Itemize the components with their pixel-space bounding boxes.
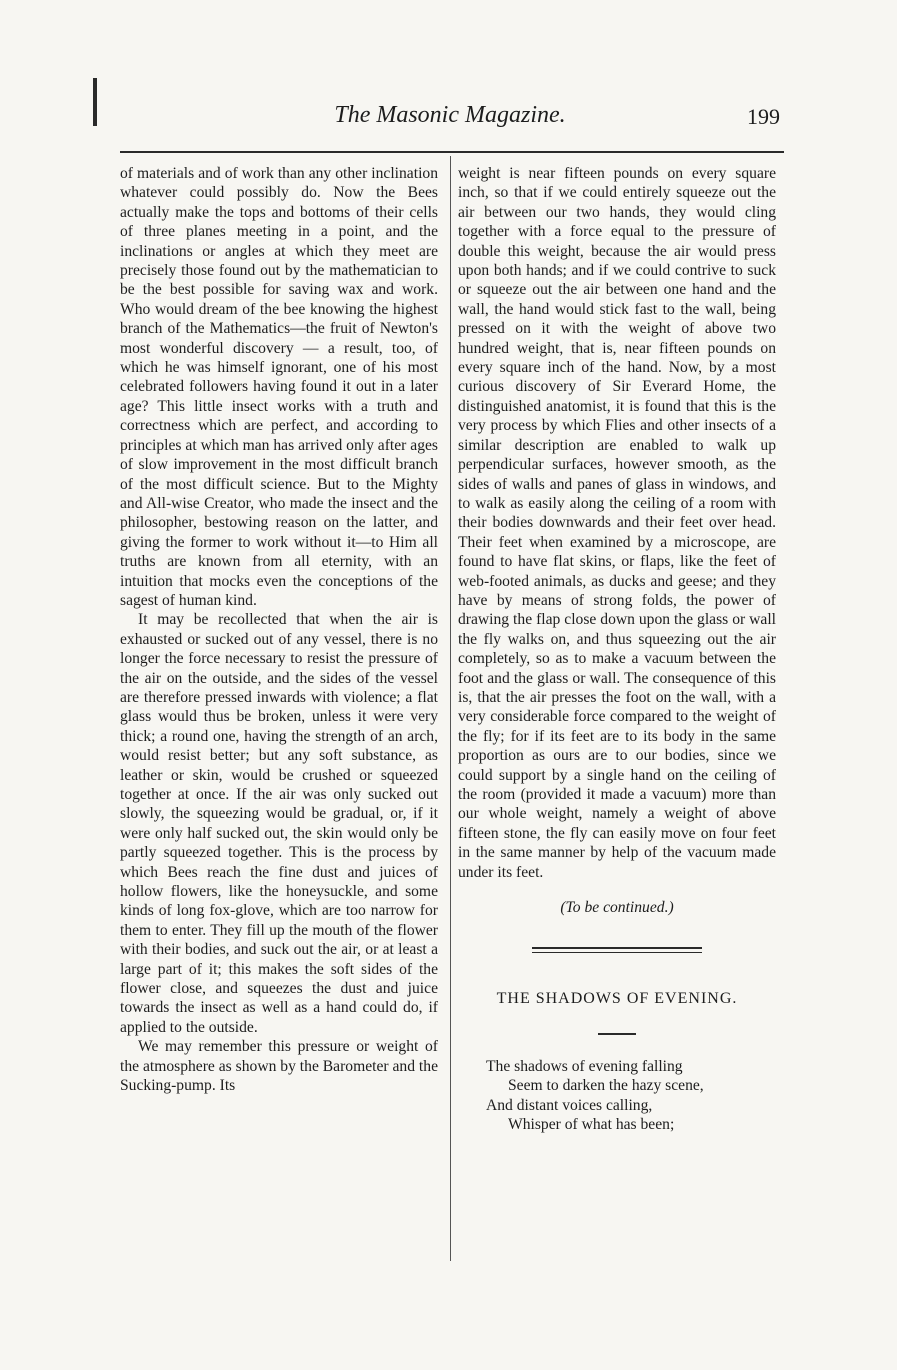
paragraph: It may be recollected that when the air is exhausted or sucked out of any vessel, there is no longer the force necessary to resist the pressure of the air on the outside, and the sides of the vessel are therefore pressed inwards with violence; a flat glass would thus be broken, unless it were very thick; a round one, having the strength of an arch, would resist better; but any soft substance, as leather or skin, would be crushed or squeezed together at once. If the air was only sucked out slowly, the squeezing would be gradual, or, if it were only half sucked out, the skin would only be partly squeezed together. This is the process by which Bees reach the fine dust and juices of hollow flowers, like the honeysuckle, and some kinds of long fox-glove, which are too narrow for them to enter. They fill up the mouth of the flower with their bodies, and suck out the air, or at least a large part of it; this makes the soft sides of the flower close, and squeezes the dust and juice towards the insect as well as a hand could do, if applied to the outside. xyxy=(120,611,438,1036)
continued-note: (To be continued.) xyxy=(560,899,674,917)
title-rule xyxy=(598,1033,636,1035)
poem-line: Seem to darken the hazy scene, xyxy=(508,1077,704,1095)
poem-title: THE SHADOWS OF EVENING. xyxy=(496,990,738,1008)
paragraph: of materials and of work than any other inclination whatever could possibly do. Now the Bees actually make the tops and bottoms of their cells of three planes meeting in a point, and the inclinations or angles at which they meet are precisely those found out by the mathematician to be the best possible for saving wax and work. Who would dream of the bee knowing the highest branch of the Mathematics—the fruit of Newton's most wonderful discovery — a result, too, of which he was himself ignorant, one of his most celebrated followers having found it out in a later age? This little insect works with a truth and correctness which are perfect, and according to principles at which man has arrived only after ages of slow improvement in the most difficult branch of the most difficult science. But to the Mighty and All-wise Creator, who made the insect and the philosopher, bestowing reason on the latter, and giving the former to work without it—to Him all truths are known from all eternity, with an intuition that mocks even the conceptions of the sagest of human kind. xyxy=(120,165,438,609)
poem-line: The shadows of evening falling xyxy=(486,1057,683,1075)
poem-line: Whisper of what has been; xyxy=(508,1116,675,1134)
running-title: The Masonic Magazine. xyxy=(334,102,566,128)
page-header xyxy=(120,99,780,135)
right-column xyxy=(458,164,776,1134)
left-column xyxy=(120,164,438,1096)
section-separator xyxy=(532,947,702,953)
page-number: 199 xyxy=(747,104,780,129)
page-edge-mark xyxy=(93,78,97,126)
header-rule xyxy=(120,151,784,153)
poem-line: And distant voices calling, xyxy=(486,1096,653,1114)
poem xyxy=(458,1057,776,1135)
paragraph: weight is near fifteen pounds on every square inch, so that if we could entirely squeeze out the air between our two hands, they would cling together with a force equal to the pressure of double this weight, because the air would press upon both hands; and if we could contrive to suck or squeeze out the air between one hand and the wall, the hand would stick fast to the wall, being pressed on it with the weight of above two hundred weight, that is, near fifteen pounds on every square inch of the hand. Now, by a most curious discovery of Sir Everard Home, the distinguished anatomist, it is found that this is the very process by which Flies and other insects of a similar description are enabled to walk up perpendicular surfaces, however smooth, as the sides of walls and panes of glass in windows, and to walk as easily along the ceiling of a room with their bodies downwards and their feet over head. Their feet when examined by a microscope, are found to have flat skins, or flaps, like the feet of web-footed animals, as ducks and geese; and they have by means of strong folds, the power of drawing the flap close down upon the glass or wall the fly walks on, and thus squeezing out the air completely, so as to make a vacuum between the foot and the glass or wall. The consequence of this is, that the air presses the foot on the wall, with a very considerable force compared to the weight of the fly; for if its feet are to its body in the same proportion as ours are to our bodies, since we could support by a single hand on the ceiling of the room (provided it made a vacuum) more than our whole weight, namely a weight of above fifteen stone, the fly can easily move on four feet in the same manner by help of the vacuum made under its feet. xyxy=(458,165,776,881)
column-divider xyxy=(450,156,451,1261)
paragraph: We may remember this pressure or weight of the atmosphere as shown by the Barometer and the Sucking-pump. Its xyxy=(120,1038,438,1095)
